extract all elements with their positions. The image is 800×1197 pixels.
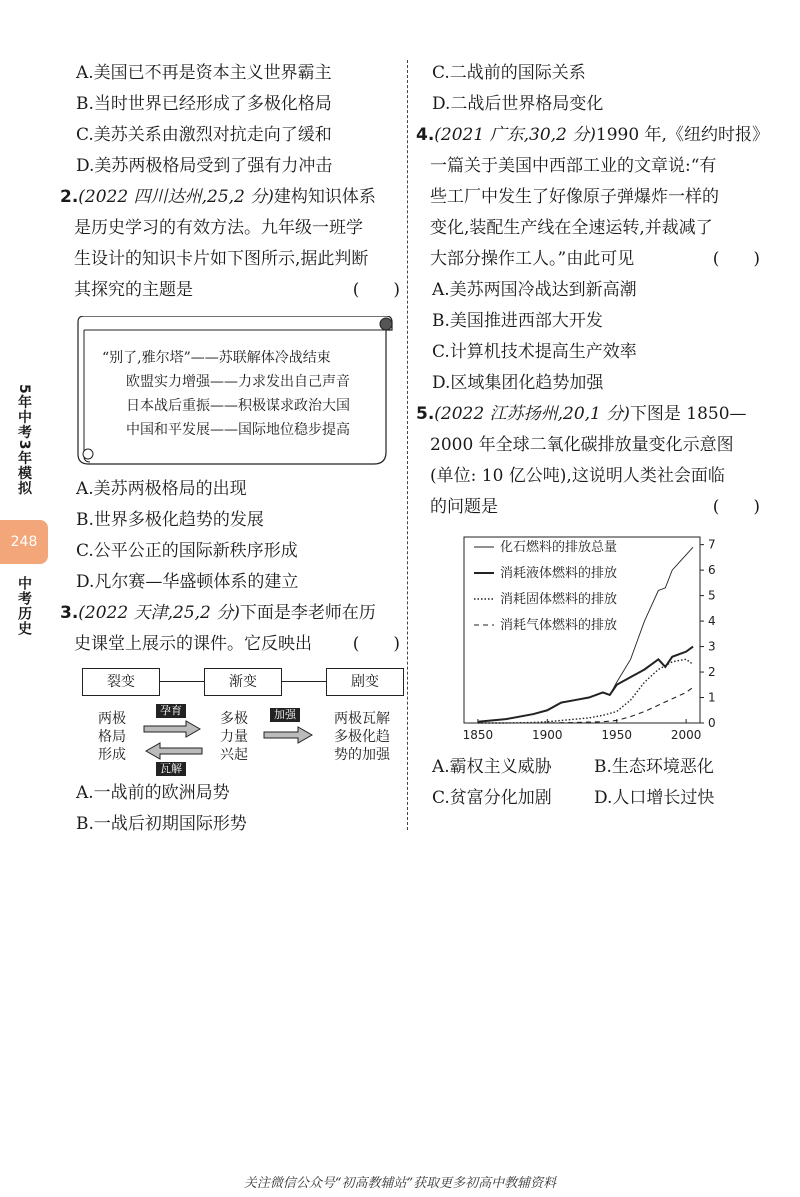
card-line-3: 日本战后重振——积极谋求政治大国 xyxy=(126,398,350,414)
q5-line-2: 2000 年全球二氧化碳排放量变化示意图 xyxy=(430,435,734,455)
flow-text-3: 两极瓦解 多极化趋 势的加强 xyxy=(334,711,390,763)
q4-option-a[interactable]: A.美苏两国冷战达到新高潮 xyxy=(432,280,637,300)
q3-option-c[interactable]: C.二战前的国际关系 xyxy=(432,63,586,83)
q3-answer-paren[interactable]: ( ) xyxy=(352,634,400,654)
q4-line-3: 些工厂中发生了好像原子弹爆炸一样的 xyxy=(430,187,719,207)
q3-source: (2022 天津,25,2 分) xyxy=(78,603,240,623)
footer-note: 关注微信公众号“初高教辅站”获取更多初高中教辅资料 xyxy=(243,1176,557,1191)
legend-label-3: 消耗气体燃料的排放 xyxy=(500,618,618,633)
q4-number: 4. xyxy=(416,125,435,145)
question-5 xyxy=(416,399,760,523)
q5-number: 5. xyxy=(416,404,435,424)
left-column xyxy=(60,58,400,840)
q2-source: (2022 四川达州,25,2 分) xyxy=(78,187,274,207)
co2-chart xyxy=(460,531,760,746)
arrow-label-strengthen: 加强 xyxy=(270,708,300,722)
x-tick-label-1: 1900 xyxy=(532,728,563,742)
q5-options xyxy=(430,752,760,814)
q5-option-d[interactable]: D.人口增长过快 xyxy=(594,788,715,808)
legend-label-1: 消耗液体燃料的排放 xyxy=(500,566,618,581)
q3-line-2: 史课堂上展示的课件。它反映出 xyxy=(74,634,312,654)
q3-option-b[interactable]: B.一战后初期国际形势 xyxy=(76,814,247,834)
q4-line-4: 变化,装配生产线在全速运转,并裁减了 xyxy=(430,218,713,238)
q2-option-d[interactable]: D.凡尔赛—华盛顿体系的建立 xyxy=(76,572,299,592)
question-3 xyxy=(60,598,400,660)
card-line-1: “别了,雅尔塔”——苏联解体冷战结束 xyxy=(102,350,331,366)
q4-option-c[interactable]: C.计算机技术提高生产效率 xyxy=(432,342,637,362)
q4-line-2: 一篇关于美国中西部工业的文章说:“有 xyxy=(430,156,717,176)
knowledge-card xyxy=(74,316,400,466)
q4-line-5: 大部分操作工人。”由此可见 xyxy=(430,249,635,269)
double-arrow-icon xyxy=(142,720,204,766)
series-line-1 xyxy=(478,647,693,722)
q1-option-a[interactable]: A.美国已不再是资本主义世界霸主 xyxy=(76,63,332,83)
q2-line-2: 是历史学习的有效方法。九年级一班学 xyxy=(74,218,363,238)
y-tick-label-2: 2 xyxy=(708,665,716,680)
q1-options xyxy=(74,58,400,182)
flow-text-2: 多极 力量 兴起 xyxy=(220,711,248,763)
q5-answer-paren[interactable]: ( ) xyxy=(712,497,760,517)
right-column xyxy=(416,58,769,814)
q4-answer-paren[interactable]: ( ) xyxy=(712,249,760,269)
legend-label-2: 消耗固体燃料的排放 xyxy=(500,592,618,607)
column-divider xyxy=(407,60,408,830)
card-line-2: 欧盟实力增强——力求发出自己声音 xyxy=(126,374,350,390)
q1-option-c[interactable]: C.美苏关系由激烈对抗走向了缓和 xyxy=(76,125,332,145)
q4-source: (2021 广东,30,2 分) xyxy=(434,125,596,145)
y-tick-label-7: 7 xyxy=(708,537,716,552)
q5-line-4: 的问题是 xyxy=(430,497,498,517)
x-tick-label-2: 1950 xyxy=(601,728,632,742)
q5-line-1: 下图是 1850— xyxy=(629,404,747,424)
q2-line-3: 生设计的知识卡片如下图所示,据此判断 xyxy=(74,249,369,269)
y-tick-label-1: 1 xyxy=(708,690,716,705)
q5-source: (2022 江苏扬州,20,1 分) xyxy=(434,404,630,424)
legend-label-0: 化石燃料的排放总量 xyxy=(500,540,618,555)
card-line-4: 中国和平发展——国际地位稳步提高 xyxy=(126,422,350,438)
q2-line-1: 建构知识体系 xyxy=(273,187,376,207)
q1-option-b[interactable]: B.当时世界已经形成了多极化格局 xyxy=(76,94,332,114)
arrow-label-nurture: 孕育 xyxy=(156,704,186,718)
x-tick-label-0: 1850 xyxy=(462,728,494,742)
flow-text-1: 两极 格局 形成 xyxy=(98,711,126,763)
flow-box-gradual: 渐变 xyxy=(204,668,282,696)
q3-option-a[interactable]: A.一战前的欧洲局势 xyxy=(76,783,230,803)
flow-diagram xyxy=(74,668,400,778)
q3-line-1: 下面是李老师在历 xyxy=(239,603,376,623)
flow-box-drastic: 剧变 xyxy=(326,668,404,696)
q2-number: 2. xyxy=(60,187,79,207)
q4-option-b[interactable]: B.美国推进西部大开发 xyxy=(432,311,603,331)
q3-option-d[interactable]: D.二战后世界格局变化 xyxy=(432,94,604,114)
page-number: 248 xyxy=(0,520,48,564)
q2-option-c[interactable]: C.公平公正的国际新秩序形成 xyxy=(76,541,298,561)
subject-label: 中考历史 xyxy=(16,576,32,636)
right-arrow-icon xyxy=(262,726,314,746)
q5-line-3: (单位: 10 亿公吨),这说明人类社会面临 xyxy=(430,466,725,486)
flow-connector-2 xyxy=(282,681,326,682)
q3-number: 3. xyxy=(60,603,79,623)
q4-options xyxy=(430,275,760,399)
q5-option-b[interactable]: B.生态环境恶化 xyxy=(594,757,714,777)
q2-options xyxy=(74,474,400,598)
q3-options-right xyxy=(430,58,760,120)
q2-option-b[interactable]: B.世界多极化趋势的发展 xyxy=(76,510,264,530)
y-tick-label-3: 3 xyxy=(708,639,716,654)
q4-line-1: 1990 年,《纽约时报》 xyxy=(595,125,769,145)
q2-option-a[interactable]: A.美苏两极格局的出现 xyxy=(76,479,247,499)
y-tick-label-4: 4 xyxy=(708,614,716,629)
y-tick-label-5: 5 xyxy=(708,588,716,603)
question-2 xyxy=(60,182,400,306)
q4-option-d[interactable]: D.区域集团化趋势加强 xyxy=(432,373,604,393)
y-tick-label-6: 6 xyxy=(708,563,716,578)
q2-line-4: 其探究的主题是 xyxy=(74,280,193,300)
card-lines xyxy=(74,346,350,442)
series-title: 5年中考3年模拟 xyxy=(16,384,32,496)
series-line-2 xyxy=(478,659,693,723)
q2-answer-paren[interactable]: ( ) xyxy=(352,280,400,300)
question-4 xyxy=(416,120,769,275)
q3-options-left xyxy=(74,778,400,840)
x-tick-label-3: 2000 xyxy=(670,728,702,742)
q1-option-d[interactable]: D.美苏两极格局受到了强有力冲击 xyxy=(76,156,333,176)
flow-box-split: 裂变 xyxy=(82,668,160,696)
co2-chart-svg xyxy=(460,531,760,746)
flow-connector-1 xyxy=(160,681,204,682)
arrow-label-collapse: 瓦解 xyxy=(156,762,186,776)
q5-option-c[interactable]: C.贫富分化加剧 xyxy=(432,788,552,808)
y-tick-label-0: 0 xyxy=(708,716,716,730)
q5-option-a[interactable]: A.霸权主义威胁 xyxy=(432,757,552,777)
